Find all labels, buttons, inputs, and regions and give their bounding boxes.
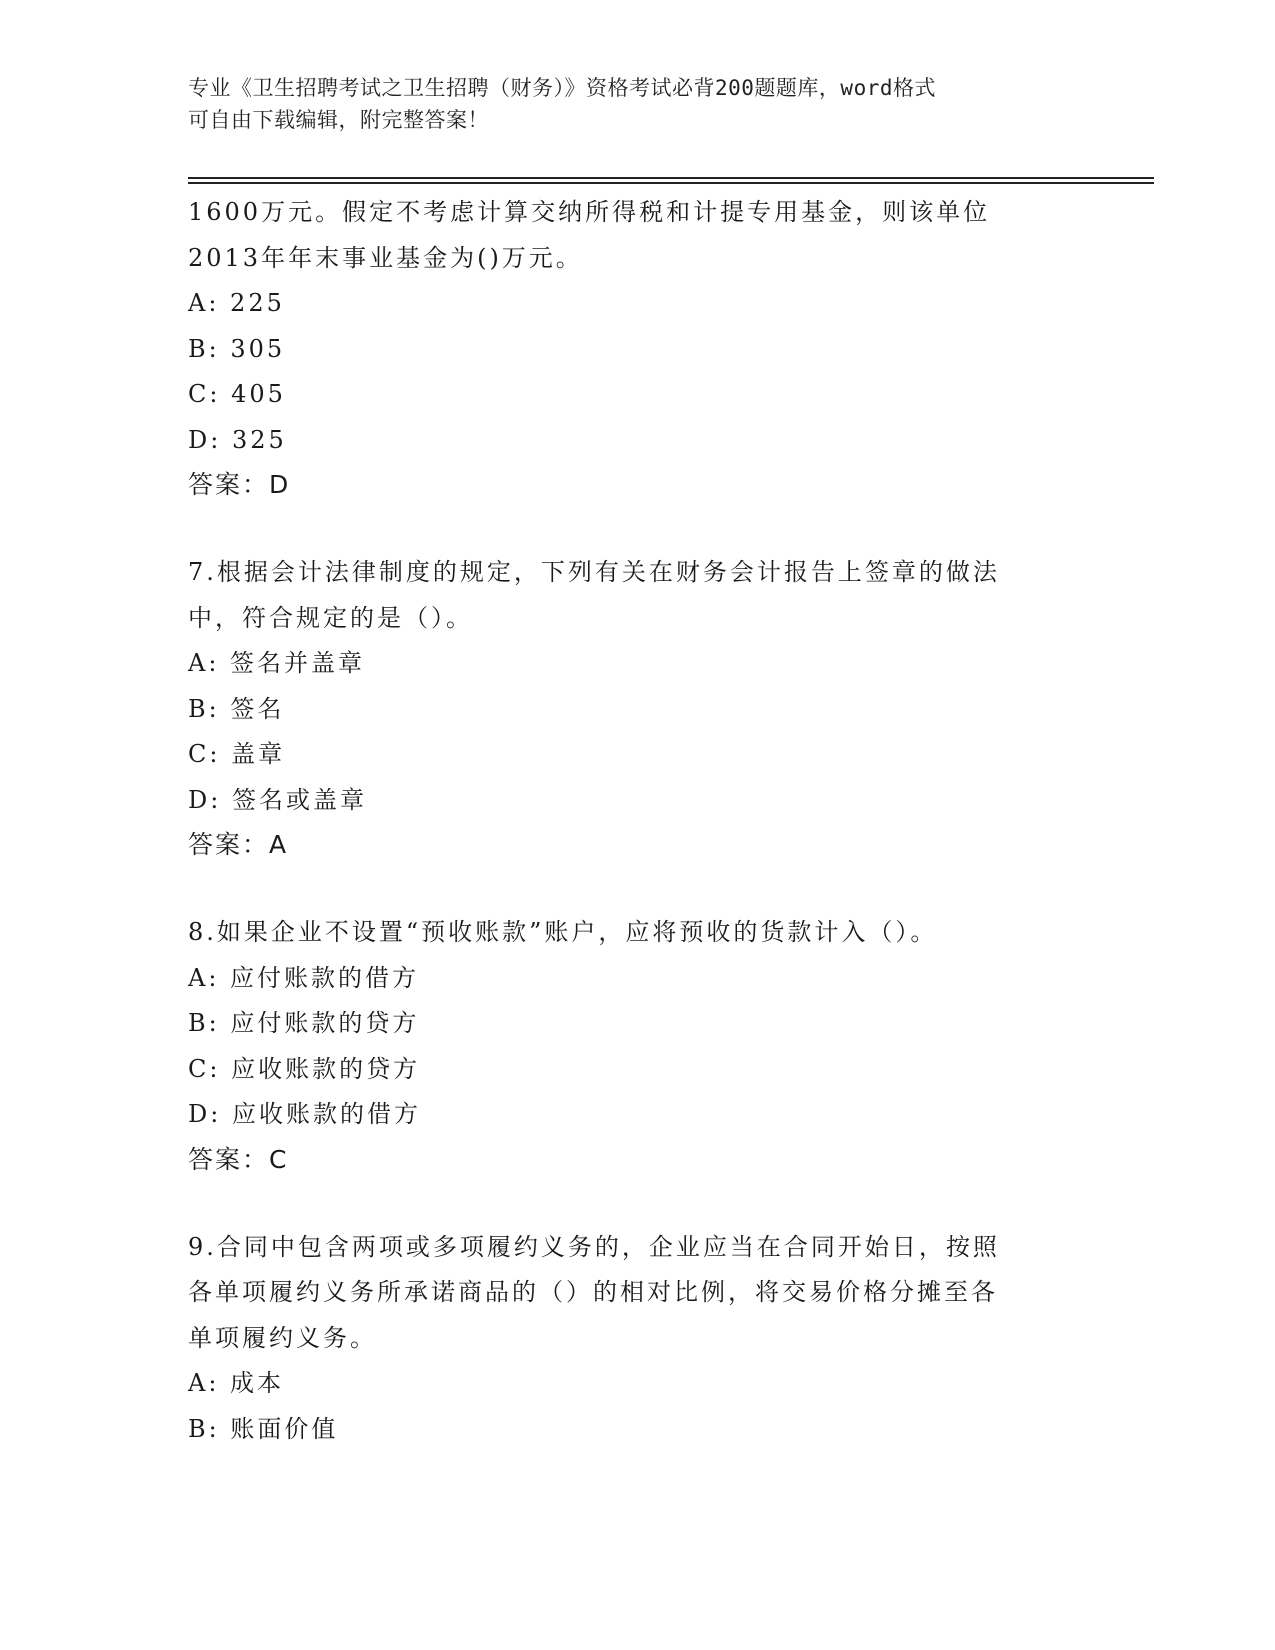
- question-stem-line: 2013年年末事业基金为()万元。: [188, 243, 583, 272]
- option-b: B: 应付账款的贷方: [188, 1009, 420, 1037]
- option-b: B: 305: [188, 334, 286, 363]
- question-stem-line: 单项履约义务。: [188, 1323, 377, 1352]
- option-c: C: 应收账款的贷方: [188, 1054, 421, 1083]
- option-a: A: 应付账款的借方: [188, 963, 420, 992]
- question-content: [188, 190, 1068, 1452]
- question-stem-line: 1600万元。假定不考虑计算交纳所得税和计提专用基金，则该单位: [188, 198, 991, 226]
- question-8: [188, 910, 1068, 1182]
- question-continued: [188, 190, 1068, 507]
- question-stem-line: 各单项履约义务所承诺商品的（）的相对比例，将交易价格分摊至各: [188, 1278, 998, 1306]
- option-d: D: 325: [188, 425, 287, 454]
- option-b: B: 账面价值: [188, 1414, 339, 1443]
- option-b: B: 签名: [188, 694, 285, 723]
- answer-line: 答案：D: [188, 470, 291, 499]
- document-header: [188, 72, 1088, 136]
- question-7: [188, 550, 1068, 867]
- spacer: [188, 867, 1068, 910]
- answer-line: 答案：A: [188, 830, 289, 859]
- header-title-line-2: 可自由下载编辑，附完整答案！: [188, 108, 489, 132]
- spacer: [188, 1182, 1068, 1225]
- answer-line: 答案：C: [188, 1144, 289, 1174]
- question-stem-line: 9.合同中包含两项或多项履约义务的，企业应当在合同开始日，按照: [188, 1232, 1000, 1261]
- option-c: C: 405: [188, 380, 286, 408]
- question-stem-line: 7.根据会计法律制度的规定，下列有关在财务会计报告上签章的做法: [188, 558, 1000, 586]
- option-d: D: 签名或盖章: [188, 785, 367, 814]
- spacer: [188, 507, 1068, 550]
- question-stem-line: 8.如果企业不设置“预收账款”账户，应将预收的货款计入（）。: [188, 918, 938, 946]
- header-title-line-1: 专业《卫生招聘考试之卫生招聘（财务）》资格考试必背200题题库，word格式: [188, 76, 936, 100]
- header-divider-bottom: [188, 182, 1154, 184]
- option-d: D: 应收账款的借方: [188, 1100, 421, 1128]
- option-c: C: 盖章: [188, 740, 286, 768]
- question-stem-line: 中，符合规定的是（）。: [188, 603, 473, 632]
- question-9: [188, 1225, 1068, 1453]
- option-a: A: 225: [188, 289, 285, 317]
- header-divider-top: [188, 177, 1154, 179]
- option-a: A: 签名并盖章: [188, 649, 366, 677]
- option-a: A: 成本: [188, 1369, 285, 1397]
